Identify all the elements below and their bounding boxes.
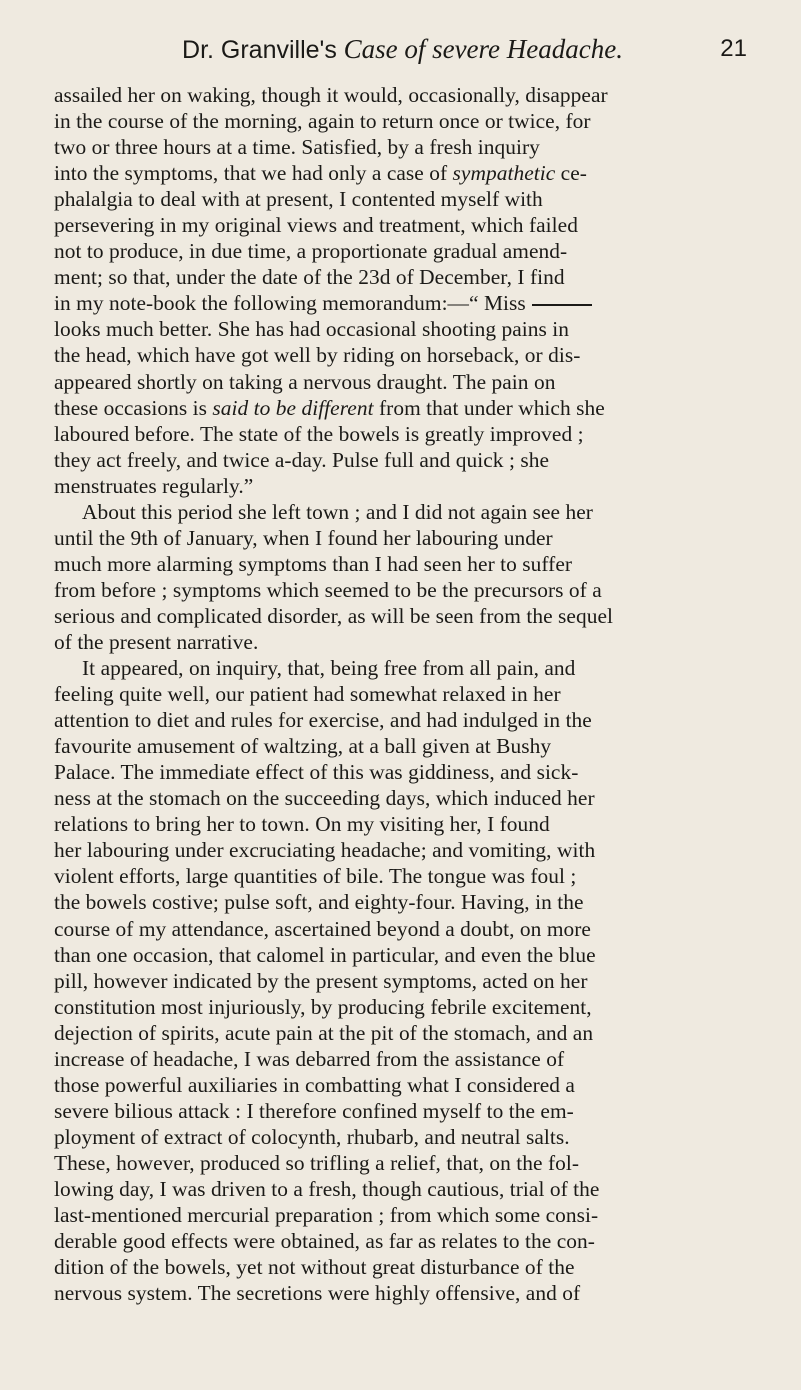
line-text: feeling quite well, our patient had somewhat relaxed in her: [54, 682, 561, 707]
text-line: [54, 655, 751, 681]
text-line: [54, 707, 751, 733]
text-segment: these occasions is: [54, 395, 213, 420]
line-text: much more alarming symptoms than I had seen her to suffer: [54, 551, 573, 576]
text-line: [54, 863, 751, 889]
text-line: [54, 577, 751, 603]
text-line: [54, 942, 751, 968]
line-text: her labouring under excruciating headache; and vomiting, with: [54, 838, 596, 863]
line-text: About this period she left town ; and I did not again see her: [82, 499, 593, 524]
line-text: favourite amusement of waltzing, at a ball given at Bushy: [54, 734, 552, 759]
line-text: not to produce, in due time, a proportionate gradual amend-: [54, 239, 568, 264]
line-text: looks much better. She has had occasional shooting pains in: [54, 317, 570, 342]
text-line: [54, 264, 751, 290]
line-text: of the present narrative.: [54, 629, 259, 654]
line-text: the bowels costive; pulse soft, and eighty-four. Having, in the: [54, 890, 584, 915]
line-text: course of my attendance, ascertained beyond a doubt, on more: [54, 916, 591, 941]
line-text: they act freely, and twice a-day. Pulse full and quick ; she: [54, 447, 550, 472]
line-text: severe bilious attack : I therefore confined myself to the em-: [54, 1098, 574, 1123]
line-text: nervous system. The secretions were highly offensive, and of: [54, 1281, 581, 1306]
text-line: [54, 238, 751, 264]
italic-text: said to be different: [212, 395, 374, 420]
line-text: assailed her on waking, though it would, occasionally, disappear: [54, 83, 608, 107]
line-text: ment; so that, under the date of the 23d of December, I find: [54, 265, 565, 290]
line-text: It appeared, on inquiry, that, being free from all pain, and: [82, 656, 576, 681]
text-line: [54, 525, 751, 551]
text-line: [54, 1228, 751, 1254]
text-line: [54, 1176, 751, 1202]
text-line: [54, 681, 751, 707]
line-text: ployment of extract of colocynth, rhubarb, and neutral salts.: [54, 1124, 570, 1149]
line-text: derable good effects were obtained, as far as relates to the con-: [54, 1229, 595, 1254]
text-line: [54, 108, 751, 134]
line-text: ness at the stomach on the succeeding days, which induced her: [54, 786, 595, 811]
text-line: [54, 1202, 751, 1228]
line-text: violent efforts, large quantities of bile. The tongue was foul ;: [54, 864, 577, 889]
text-line: [54, 1150, 751, 1176]
text-line: [54, 1072, 751, 1098]
text-line: [54, 1254, 751, 1280]
line-text: These, however, produced so trifling a relief, that, on the fol-: [54, 1150, 580, 1175]
line-text: from before ; symptoms which seemed to be the precursors of a: [54, 577, 602, 602]
italic-text: sympathetic: [452, 161, 556, 186]
line-text: Palace. The immediate effect of this was giddiness, and sick-: [54, 760, 579, 785]
text-line: [54, 1020, 751, 1046]
text-line: [54, 316, 751, 342]
text-line: [54, 889, 751, 915]
header-author: Dr. Granville's: [182, 36, 337, 64]
text-line: [54, 837, 751, 863]
text-line: [54, 629, 751, 655]
text-line: [54, 1046, 751, 1072]
text-line: [54, 733, 751, 759]
text-line: [54, 212, 751, 238]
text-line: [54, 994, 751, 1020]
line-text: phalalgia to deal with at present, I contented myself with: [54, 187, 543, 212]
text-line: [54, 447, 751, 473]
line-text: the head, which have got well by riding on horseback, or dis-: [54, 343, 581, 368]
line-text: relations to bring her to town. On my visiting her, I found: [54, 812, 550, 837]
text-line: [54, 499, 751, 525]
text-line: [54, 395, 751, 421]
text-line: [54, 342, 751, 368]
line-text: than one occasion, that calomel in particular, and even the blue: [54, 942, 596, 967]
line-text: dition of the bowels, yet not without great disturbance of the: [54, 1255, 575, 1280]
running-title: [54, 32, 751, 67]
text-line: [54, 916, 751, 942]
text-line: [54, 473, 751, 499]
line-text: pill, however indicated by the present symptoms, acted on her: [54, 968, 588, 993]
line-text: those powerful auxiliaries in combatting what I considered a: [54, 1072, 575, 1097]
line-text: persevering in my original views and treatment, which failed: [54, 213, 578, 238]
text-line: [54, 134, 751, 160]
text-line: [54, 603, 751, 629]
line-text: constitution most injuriously, by producing febrile excitement,: [54, 994, 592, 1019]
text-segment: ce-: [555, 161, 587, 186]
text-line: [54, 1124, 751, 1150]
line-text: until the 9th of January, when I found her labouring under: [54, 525, 553, 550]
text-line: [54, 421, 751, 447]
line-text: two or three hours at a time. Satisfied, by a fresh inquiry: [54, 135, 540, 160]
page-number: 21: [720, 35, 747, 62]
line-text: serious and complicated disorder, as will be seen from the sequel: [54, 603, 613, 628]
text-line: [54, 968, 751, 994]
running-header: [54, 32, 751, 82]
text-line: [54, 369, 751, 395]
line-text: menstruates regularly.”: [54, 473, 254, 498]
line-text: appeared shortly on taking a nervous draught. The pain on: [54, 369, 556, 394]
text-line: [54, 1098, 751, 1124]
text-line: [54, 759, 751, 785]
text-line: [54, 785, 751, 811]
text-segment: into the symptoms, that we had only a case of: [54, 161, 453, 186]
text-segment: from that under which she: [373, 395, 605, 420]
text-line: [54, 1280, 751, 1306]
line-text: in the course of the morning, again to return once or twice, for: [54, 109, 591, 134]
text-line: [54, 551, 751, 577]
line-text: dejection of spirits, acute pain at the pit of the stomach, and an: [54, 1020, 594, 1045]
line-text: laboured before. The state of the bowels is greatly improved ;: [54, 421, 584, 446]
line-text: lowing day, I was driven to a fresh, though cautious, trial of the: [54, 1176, 600, 1201]
line-text: attention to diet and rules for exercise, and had indulged in the: [54, 708, 592, 733]
line-text: last-mentioned mercurial preparation ; from which some consi-: [54, 1203, 599, 1228]
header-subject: Case of severe Headache.: [343, 34, 623, 64]
text-line: [54, 811, 751, 837]
body-text: [54, 82, 751, 1306]
text-line: [54, 160, 751, 186]
text-line: [54, 82, 751, 108]
text-line: [54, 290, 751, 316]
line-text: in my note-book the following memorandum:—“ Miss: [54, 291, 526, 316]
name-omission-dash: [532, 304, 592, 306]
text-line: [54, 186, 751, 212]
line-text: increase of headache, I was debarred from the assistance of: [54, 1046, 565, 1071]
